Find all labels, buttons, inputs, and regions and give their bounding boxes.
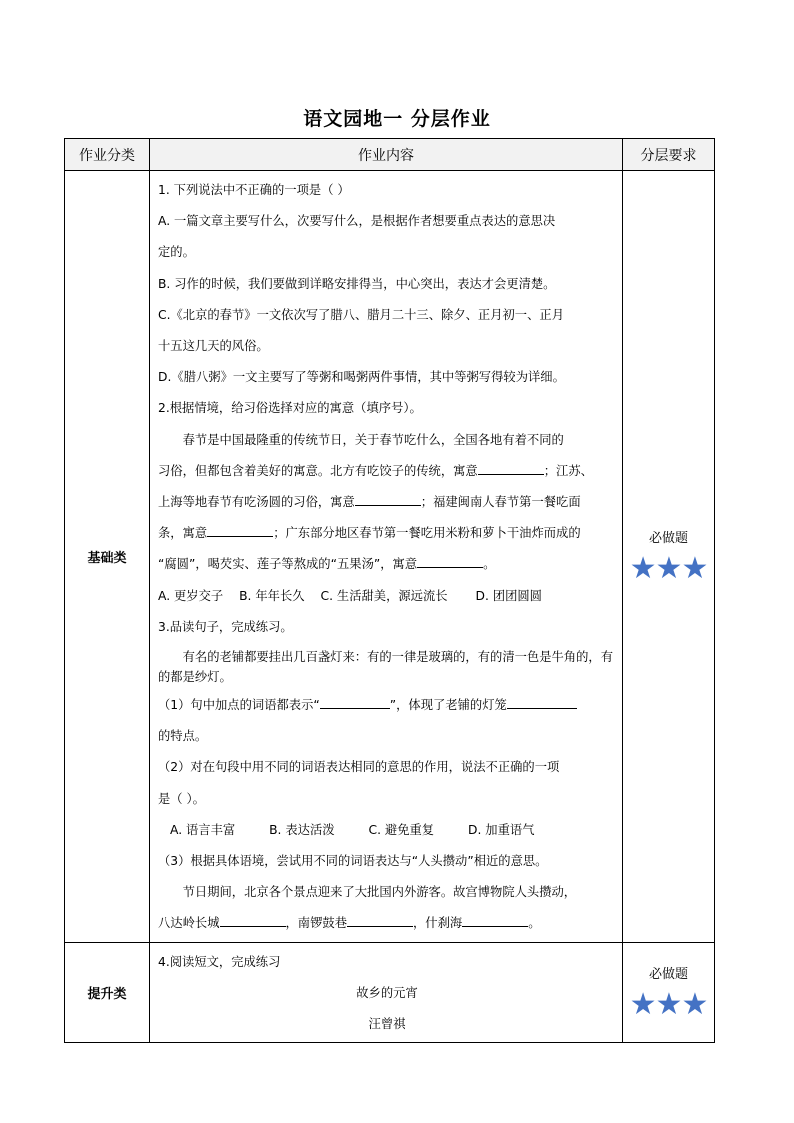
- q2-stem: 2.根据情境，给习俗选择对应的寓意（填序号）。: [158, 401, 422, 416]
- star-rating-icon: ★★★: [629, 986, 708, 1022]
- q2-text: ；江苏、: [543, 463, 593, 478]
- header-content: 作业内容: [150, 139, 623, 171]
- answer-blank[interactable]: [347, 914, 413, 927]
- q1-option-a-line1: A. 一篇文章主要写什么，次要写什么，是根据作者想要重点表达的意思决: [158, 214, 556, 229]
- requirement-label: 必做题: [648, 966, 688, 982]
- q2-option-b: B. 年年长久: [239, 588, 305, 603]
- q3-sub1: [158, 690, 616, 721]
- q3-option-d: D. 加重语气: [468, 822, 535, 837]
- q3-passage-line1: 节日期间，北京各个景点迎来了大批国内外游客。故宫博物院人头攒动，: [182, 885, 577, 900]
- answer-blank[interactable]: [207, 524, 273, 537]
- q1-option-a-line2: 定的。: [158, 245, 195, 260]
- q3-option-c: C. 避免重复: [368, 822, 435, 837]
- q1-option-c-line1: C.《北京的春节》一文依次写了腊八、腊月二十三、除夕、正月初一、正月: [158, 307, 564, 322]
- q2-text: “腐圆”，喝芡实、莲子等熬成的“五果汤”，寓意: [158, 557, 418, 572]
- q4-author: 汪曾祺: [368, 1017, 406, 1032]
- q3-option-b: B. 表达活泼: [269, 822, 335, 837]
- answer-blank[interactable]: [355, 493, 421, 506]
- q3-sub2-line1: （2）对在句段中用不同的词语表达相同的意思的作用，说法不正确的一项: [158, 760, 560, 775]
- q2-options: [158, 581, 616, 612]
- q2-text: ；广东部分地区春节第一餐吃用米粉和萝卜干油炸而成的: [273, 526, 581, 541]
- q3-sub1-end: 的特点。: [158, 729, 208, 744]
- answer-blank[interactable]: [320, 696, 390, 709]
- answer-blank[interactable]: [417, 555, 483, 568]
- advanced-category: 提升类: [65, 942, 150, 1043]
- homework-table: [64, 138, 715, 1043]
- q2-passage-line4: [158, 518, 616, 549]
- q2-passage-line1: 春节是中国最隆重的传统节日，关于春节吃什么，全国各地有着不同的: [182, 432, 564, 447]
- advanced-row: [65, 942, 715, 1043]
- q1-option-c-line2: 十五这几天的风俗。: [158, 339, 269, 354]
- q3-options: [158, 815, 616, 846]
- page-title: 语文园地一 分层作业: [303, 108, 491, 130]
- answer-blank[interactable]: [507, 696, 577, 709]
- answer-blank[interactable]: [220, 914, 286, 927]
- header-requirement: 分层要求: [623, 139, 715, 171]
- basic-row: [65, 171, 715, 943]
- q3-quote: 有名的老铺都要挂出几百盏灯来：有的一律是玻璃的，有的清一色是牛角的，有的都是纱灯。: [158, 650, 613, 685]
- q2-option-a: A. 更岁交子: [158, 588, 224, 603]
- q3-option-a: A. 语言丰富: [170, 822, 236, 837]
- basic-category: 基础类: [65, 171, 150, 943]
- advanced-content: [150, 942, 623, 1043]
- q3-text: 。: [528, 916, 541, 931]
- q3-text: （1）句中加点的词语都表示“: [158, 698, 320, 713]
- basic-content: [150, 171, 623, 943]
- q4-stem: 4.阅读短文，完成练习: [158, 954, 281, 969]
- q2-text: ；福建闽南人春节第一餐吃面: [420, 495, 581, 510]
- q2-text: 条，寓意: [158, 526, 208, 541]
- basic-requirement: [623, 171, 715, 943]
- answer-blank[interactable]: [462, 914, 528, 927]
- question-4: [150, 943, 622, 1043]
- header-category: 作业分类: [65, 139, 150, 171]
- q2-text: 上海等地春节有吃汤圆的习俗，寓意: [158, 495, 355, 510]
- q2-passage-line3: [158, 487, 616, 518]
- q2-option-c: C. 生活甜美，源远流长: [320, 588, 448, 603]
- q1-option-d: D.《腊八粥》一文主要写了等粥和喝粥两件事情，其中等粥写得较为详细。: [158, 370, 565, 385]
- q3-sub3: （3）根据具体语境，尝试用不同的词语表达与“人头攒动”相近的意思。: [158, 854, 548, 869]
- q3-text: ”，体现了老铺的灯笼: [389, 698, 507, 713]
- star-rating-icon: ★★★: [629, 550, 708, 586]
- header-row: [65, 139, 715, 171]
- q3-text: 八达岭长城: [158, 916, 220, 931]
- q4-article-title: 故乡的元宵: [356, 985, 418, 1000]
- q3-sub2-line2: 是（ ）。: [158, 791, 205, 806]
- q2-text: 习俗，但都包含着美好的寓意。北方有吃饺子的传统，寓意: [158, 463, 478, 478]
- advanced-requirement: [623, 942, 715, 1043]
- requirement-label: 必做题: [648, 530, 688, 546]
- q2-option-d: D. 团团圆圆: [475, 588, 542, 603]
- q3-stem: 3.品读句子，完成练习。: [158, 619, 293, 634]
- q3-text: ，南锣鼓巷: [285, 916, 347, 931]
- q3-text: ，什刹海: [413, 916, 463, 931]
- q1-stem: 1. 下列说法中不正确的一项是（ ）: [158, 183, 350, 197]
- q3-passage-line2: [158, 908, 616, 939]
- q2-passage-line2: [158, 456, 616, 487]
- q1-option-b: B. 习作的时候，我们要做到详略安排得当，中心突出，表达才会更清楚。: [158, 276, 556, 291]
- q2-passage-line5: [158, 549, 616, 580]
- answer-blank[interactable]: [478, 462, 544, 475]
- question-1: [150, 171, 622, 942]
- q2-text: 。: [483, 557, 496, 572]
